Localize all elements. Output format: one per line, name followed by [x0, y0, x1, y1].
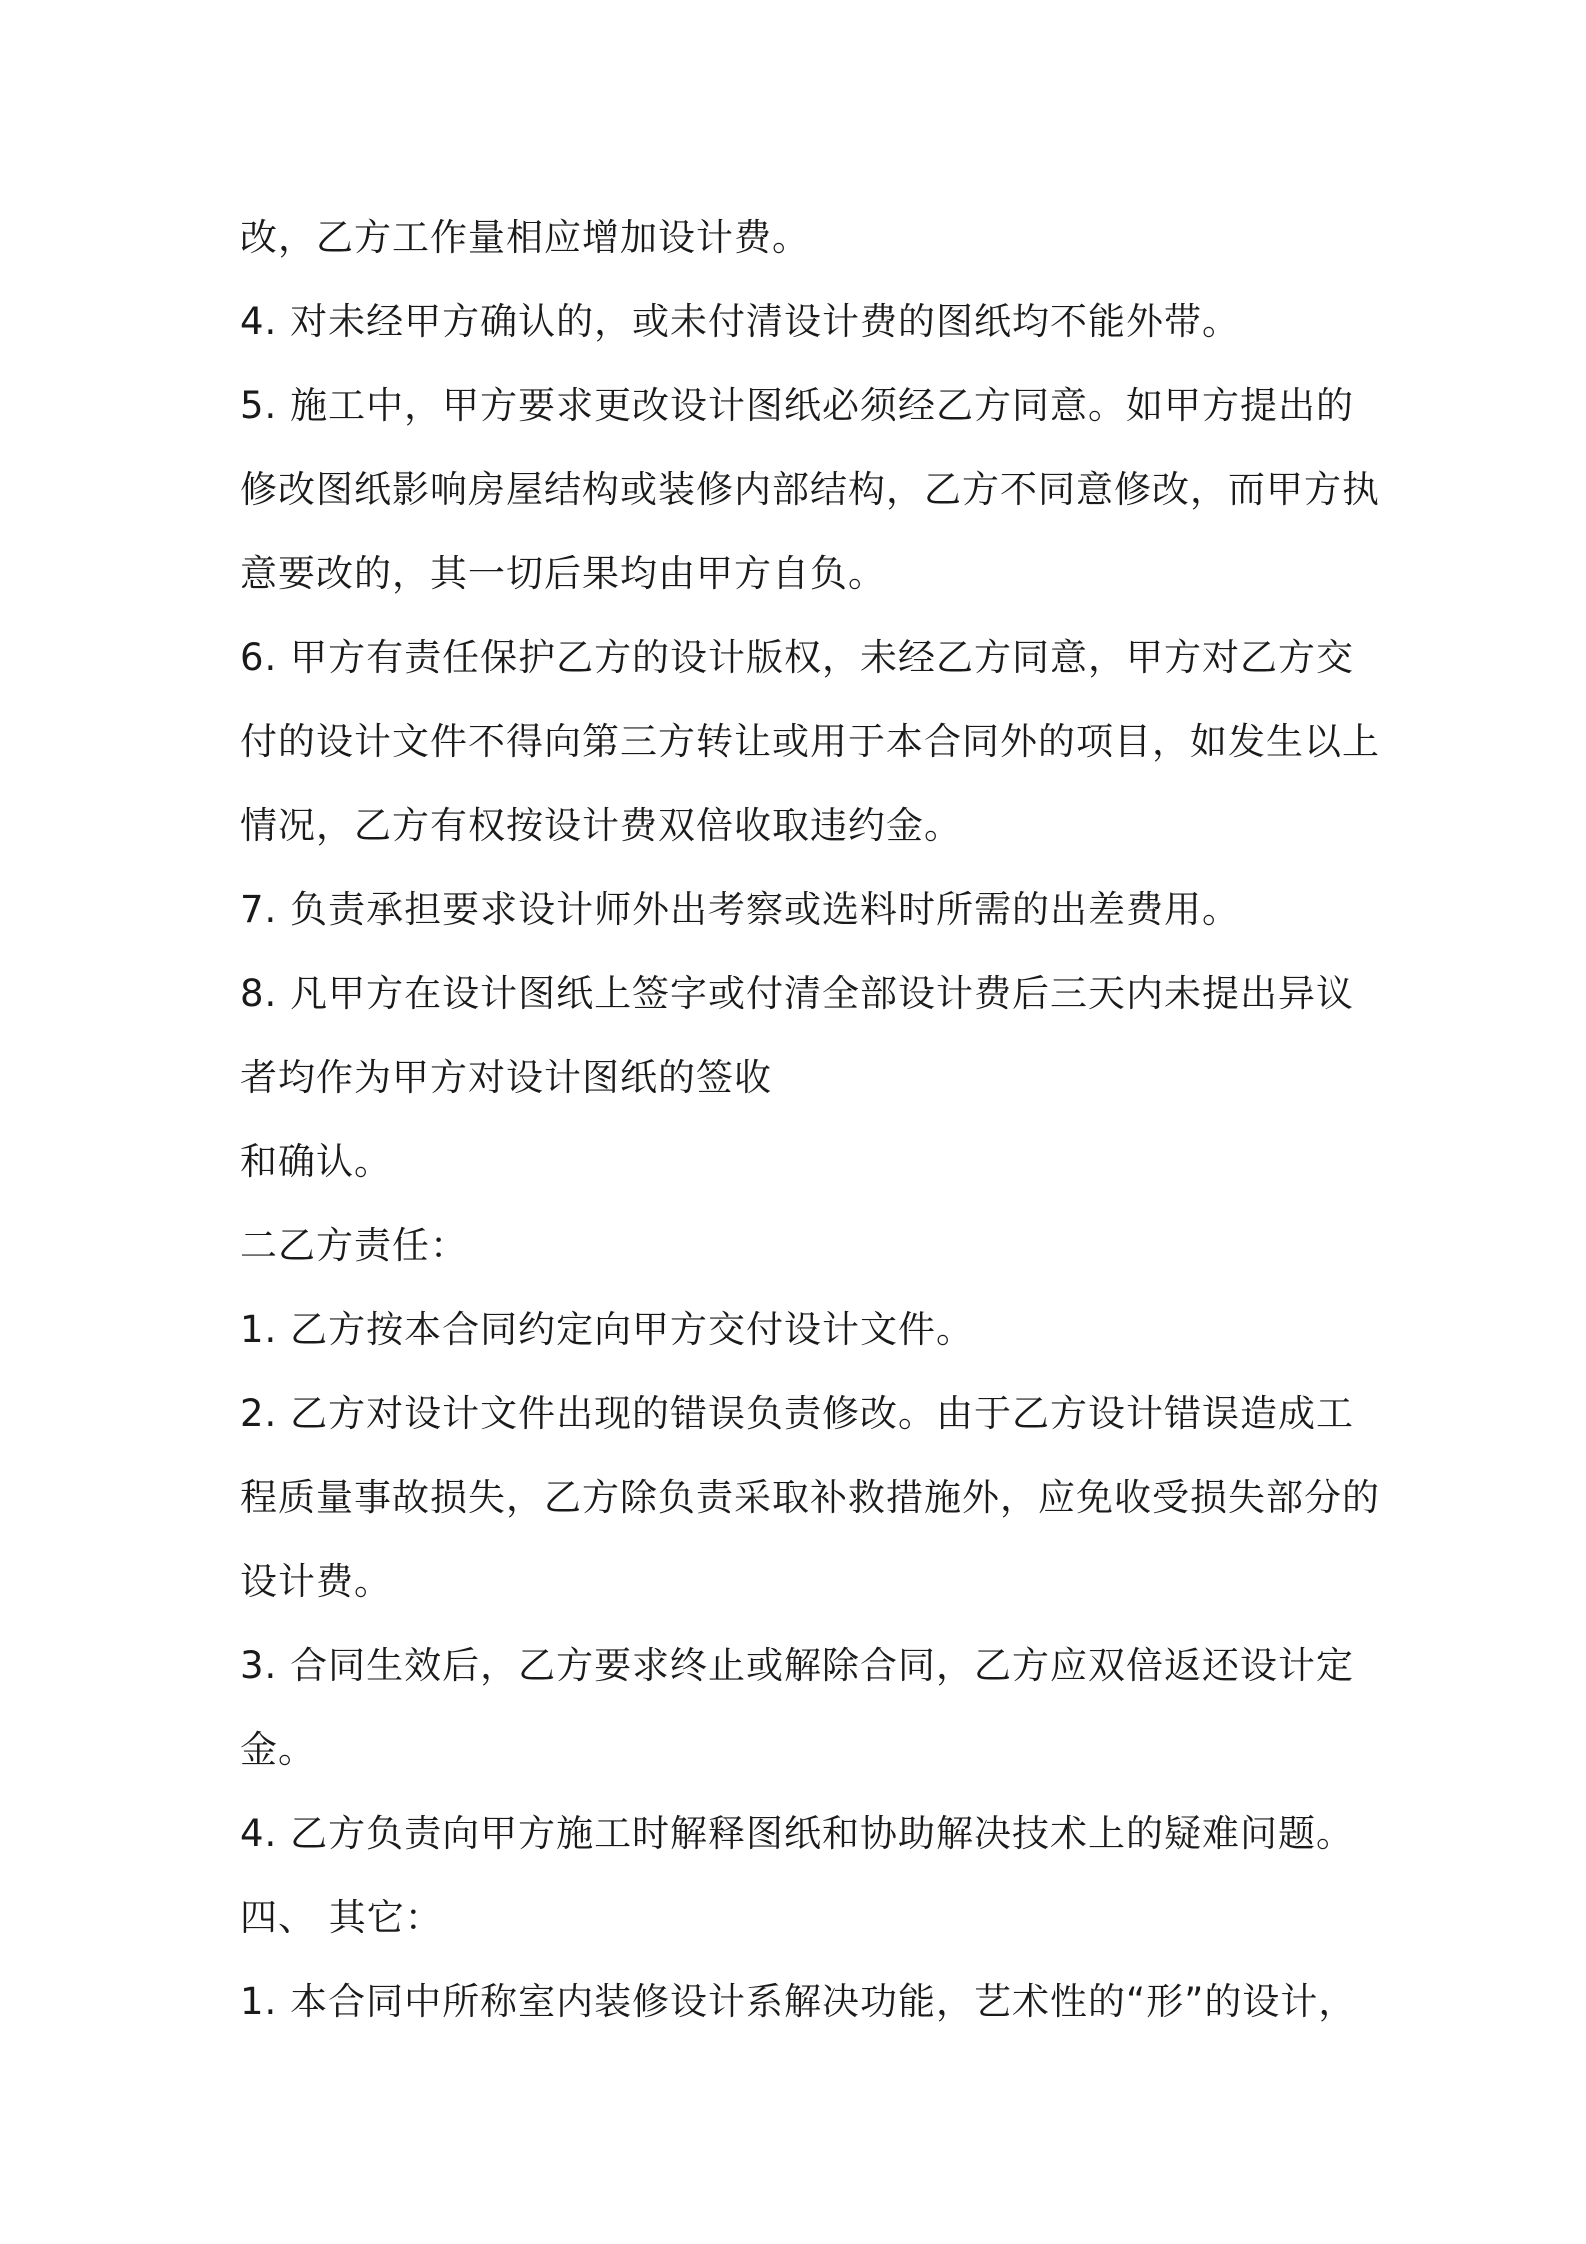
text-line: 改，乙方工作量相应增加设计费。 [240, 216, 810, 259]
text-line: 和确认。 [240, 1140, 392, 1183]
section-heading: 四、 其它： [240, 1896, 443, 1939]
text-line: 4. 乙方负责向甲方施工时解释图纸和协助解决技术上的疑难问题。 [240, 1812, 1355, 1855]
section-heading: 二乙方责任： [240, 1224, 468, 1267]
text-line: 情况，乙方有权按设计费双倍收取违约金。 [240, 804, 962, 847]
text-line: 4. 对未经甲方确认的，或未付清设计费的图纸均不能外带。 [240, 300, 1241, 343]
text-line: 7. 负责承担要求设计师外出考察或选料时所需的出差费用。 [240, 888, 1241, 931]
text-line: 8. 凡甲方在设计图纸上签字或付清全部设计费后三天内未提出异议 [240, 972, 1355, 1015]
text-line: 意要改的，其一切后果均由甲方自负。 [240, 552, 886, 595]
text-line: 2. 乙方对设计文件出现的错误负责修改。由于乙方设计错误造成工 [240, 1392, 1355, 1435]
text-line: 5. 施工中，甲方要求更改设计图纸必须经乙方同意。如甲方提出的 [240, 384, 1355, 427]
text-line: 设计费。 [240, 1560, 392, 1603]
text-line: 金。 [240, 1728, 316, 1771]
text-line: 1. 乙方按本合同约定向甲方交付设计文件。 [240, 1308, 975, 1351]
text-line: 付的设计文件不得向第三方转让或用于本合同外的项目，如发生以上 [240, 720, 1380, 763]
text-line: 3. 合同生效后，乙方要求终止或解除合同，乙方应双倍返还设计定 [240, 1644, 1355, 1687]
text-line: 1. 本合同中所称室内装修设计系解决功能，艺术性的“形”的设计， [240, 1980, 1357, 2023]
text-line: 程质量事故损失，乙方除负责采取补救措施外，应免收受损失部分的 [240, 1476, 1380, 1519]
document-body [240, 196, 1380, 2044]
text-line: 修改图纸影响房屋结构或装修内部结构，乙方不同意修改，而甲方执 [240, 468, 1380, 511]
text-line: 者均作为甲方对设计图纸的签收 [240, 1056, 772, 1099]
text-line: 6. 甲方有责任保护乙方的设计版权，未经乙方同意，甲方对乙方交 [240, 636, 1355, 679]
